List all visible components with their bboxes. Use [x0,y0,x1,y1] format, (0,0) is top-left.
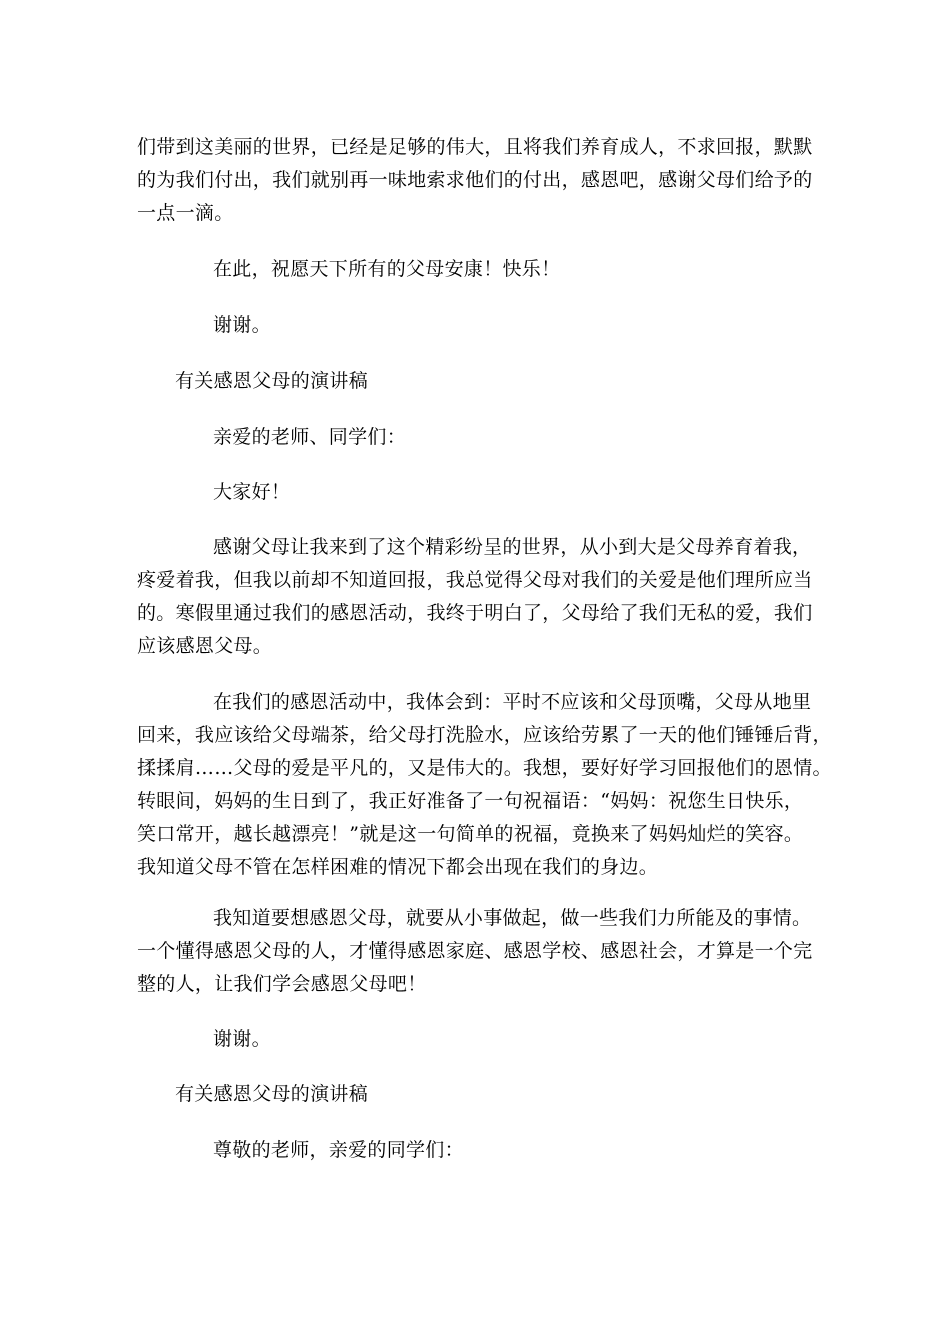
paragraph-line: 疼爱着我，但我以前却不知道回报，我总觉得父母对我们的关爱是他们理所应当 [137,569,813,591]
paragraph-line: 在我们的感恩活动中，我体会到：平时不应该和父母顶嘴，父母从地里 [213,691,812,713]
body-paragraph-1 [137,531,817,663]
wish-line: 在此，祝愿天下所有的父母安康！快乐！ [213,258,561,280]
continuation-paragraph [137,131,817,230]
paragraph-line: 笑口常开，越长越漂亮！”就是这一句简单的祝福，竟换来了妈妈灿烂的笑容。 [137,823,804,845]
paragraph-line: 应该感恩父母。 [137,635,273,657]
body-paragraph-3 [137,902,817,1001]
paragraph-line: 回来，我应该给父母端茶，给父母打洗脸水，应该给劳累了一天的他们锤锤后背， [137,724,832,746]
speech-title: 有关感恩父母的演讲稿 [175,370,369,392]
body-paragraph-2 [137,686,832,884]
thanks-line: 谢谢。 [213,1028,271,1050]
paragraph-line: 的。寒假里通过我们的感恩活动，我终于明白了，父母给了我们无私的爱，我们 [137,602,813,624]
paragraph-line: 一个懂得感恩父母的人，才懂得感恩家庭、感恩学校、感恩社会，才算是一个完 [137,940,813,962]
paragraph-line: 转眼间，妈妈的生日到了，我正好准备了一句祝福语：“妈妈：祝您生日快乐， [137,790,804,812]
speech-title: 有关感恩父母的演讲稿 [175,1083,369,1105]
paragraph-line: 整的人，让我们学会感恩父母吧！ [137,973,427,995]
paragraph-line: 们带到这美丽的世界，已经是足够的伟大，且将我们养育成人，不求回报，默默 [137,136,813,158]
thanks-line: 谢谢。 [213,314,271,336]
salutation: 尊敬的老师，亲爱的同学们： [213,1139,464,1161]
paragraph-line: 一点一滴。 [137,202,234,224]
paragraph-line: 的为我们付出，我们就别再一味地索求他们的付出，感恩吧，感谢父母们给予的 [137,169,813,191]
paragraph-line: 感谢父母让我来到了这个精彩纷呈的世界，从小到大是父母养育着我， [213,536,812,558]
paragraph-line: 我知道父母不管在怎样困难的情况下都会出现在我们的身边。 [137,856,659,878]
greeting: 大家好！ [213,481,291,503]
salutation: 亲爱的老师、同学们： [213,426,407,448]
paragraph-line: 揉揉肩……父母的爱是平凡的，又是伟大的。我想，要好好学习回报他们的恩情。 [137,757,832,779]
paragraph-line: 我知道要想感恩父母，就要从小事做起，做一些我们力所能及的事情。 [213,907,812,929]
